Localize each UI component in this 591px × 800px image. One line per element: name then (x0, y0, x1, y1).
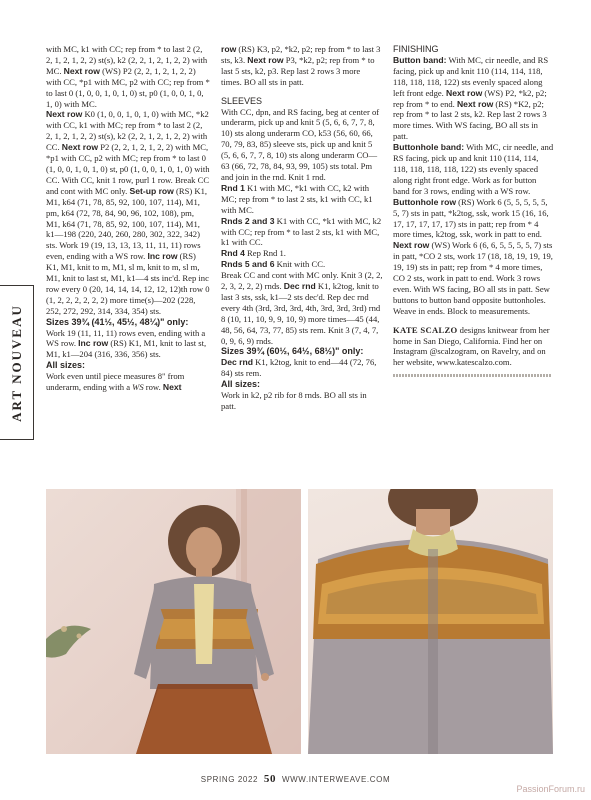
section-heading-finishing: FINISHING (393, 44, 439, 54)
paragraph: with MC, k1 with CC; rep from * to last 2 (2, 2, 1, 2, 1, 2, 2) st(s), k2 (2, 2, 1, 2, 1, 2, 2) with MC. Next row (WS) P2 (2, 2, 1, 2, 1, 2, 2) with CC, *p1 with MC, p2 with CC; rep from * to last 0 (1, 0, 0, 1, 0, 1, 0) st, p0 (1, 0, 0, 1, 0, 1, 0) with MC. (46, 44, 210, 109)
paragraph: Rnds 2 and 3 K1 with CC, *k1 with MC, k2 with CC; rep from * to last 2 sts, k1 with MC, k1 with CC. (221, 215, 382, 248)
dotted-rule (393, 374, 551, 377)
section-heading-sleeves: SLEEVES (221, 95, 263, 106)
paragraph: Break CC and cont with MC only. Knit 3 (2, 2, 2, 3, 2, 2, 2) rnds. Dec rnd K1, k2tog, knit to last 3 sts, ssk, k1—2 sts dec'd. Rep dec rnd every 4th (3rd, 3rd, 3rd, 4th, 3rd, 3rd, 3rd) rnd 8 (10, 11, 10, 9, 9, 10, 9) more times—45 (44, 48, 56, 64, 73, 77, 85) sts rem. Knit 3 (7, 4, 7, 0, 9, 6, 9) rnds. (221, 270, 383, 346)
subheading: All sizes: (46, 360, 86, 371)
designer-bio: KATE SCALZO designs knitwear from her home in San Diego, California. Find her on Instagram @scalzogram, on Ravelry, and on her website, www.katescalzo.com. (393, 324, 550, 368)
text-column-1 (46, 44, 210, 393)
paragraph: Button band: With MC, cir needle, and RS facing, pick up and knit 110 (114, 114, 118, 118, 118, 118, 122) sts evenly spaced along left front edge. Next row (WS) P2, *k2, p2; rep from * to end. Next row (RS) *K2, p2; rep from * to last 2 sts, k2. Rep last 2 rows 3 more times. With WS facing, BO all sts in patt. (393, 54, 549, 142)
paragraph: Work 19 (11, 11, 11) rows even, ending with a WS row. Inc row (RS) K1, M1, knit to last st, M1, k1—204 (316, 336, 356) sts. (46, 327, 207, 360)
subheading: All sizes: (221, 379, 261, 390)
page-footer (0, 773, 591, 785)
section-tab-label: ART NOUVEAU (8, 303, 24, 422)
paragraph: Work even until piece measures 8" from underarm, ending with a WS row. Next (46, 371, 185, 393)
section-tab (0, 285, 34, 440)
paragraph: Buttonhole band: With MC, cir needle, and RS facing, pick up and knit 110 (114, 114, 118, 118, 118, 118, 122) sts evenly spaced along right front edge. Work as for button band for 3 rows, ending with a WS row. Buttonhole row (RS) Work 6 (5, 5, 5, 5, 5, 5, 7) sts in patt, *k2tog, ssk, work 15 (16, 16, 17, 17, 17, 17, 17) sts in patt; rep from * 4 more times, k2tog, ssk, work in patt to end. Next row (WS) Work 6 (6, 6, 5, 5, 5, 5, 7) sts in patt, *CO 2 sts, work 17 (18, 18, 19, 19, 19, 19, 19) sts in patt; rep from * 4 more times, CO 2 sts, work in patt to end. Work 3 rows even. With WS facing, BO all sts in patt. Sew buttons to button band opposite buttonholes. Weave in ends. Block to measurements. (393, 142, 554, 316)
text-column-3 (393, 44, 555, 377)
paragraph: Rnds 5 and 6 Knit with CC. (221, 259, 326, 270)
paragraph: Next row K0 (1, 0, 0, 1, 0, 1, 0) with MC, *k2 with CC, k1 with MC; rep from * to last 2 (2, 2, 1, 2, 1, 2, 2) st(s), k2 (2, 2, 1, 2, 1, 2, 2) with CC. Next row P2 (2, 2, 1, 2, 1, 2, 2) with MC, *p1 with CC, p2 with MC; rep from * to last 0 (1, 0, 0, 1, 0, 1, 0) st, p0 (1, 0, 0, 1, 0, 1, 0) with CC. With CC, knit 1 row, purl 1 row. Break CC and cont with MC only. Set-up row (RS) K1, M1, k64 (71, 78, 85, 92, 100, 107, 114), M1, pm, k64 (72, 78, 84, 90, 96, 102, 108), pm, M1, k64 (71, 78, 85, 92, 100, 107, 114), M1, k1—198 (220, 240, 260, 280, 302, 322, 342) sts. Work 19 (19, 13, 13, 13, 11, 11, 11) rows even, ending with a WS row. Inc row (RS) K1, M1, knit to m, M1, sl m, knit to m, sl m, M1, knit to last st, M1, k1—4 sts inc'd. Rep inc row every 0 (20, 14, 14, 14, 12, 12, 12)th row 0 (1, 2, 2, 2, 2, 2, 2) more time(s)—202 (228, 252, 272, 292, 314, 334, 354) sts. (46, 109, 210, 316)
photo-model-full (46, 489, 301, 754)
photo-model-full-illustration (46, 489, 301, 754)
page-number: 50 (263, 773, 277, 785)
photo-yoke-detail (308, 489, 553, 754)
text-column-2 (221, 44, 383, 412)
subheading: Sizes 39¾ (41½, 45½, 48¼)" only: (46, 316, 189, 327)
paragraph: row (RS) K3, p2, *k2, p2; rep from * to last 3 sts, k3. Next row P3, *k2, p2; rep from * to last 5 sts, k2, p3. Rep last 2 rows 3 more times. BO all sts in patt. (221, 44, 381, 87)
paragraph: Rnd 4 Rep Rnd 1. (221, 248, 286, 259)
footer-website: WWW.INTERWEAVE.COM (281, 775, 391, 784)
footer-issue: SPRING 2022 (200, 775, 259, 784)
watermark: PassionForum.ru (516, 784, 585, 794)
subheading: Sizes 39¾ (60½, 64½, 68½)" only: (221, 346, 364, 357)
paragraph: With CC, dpn, and RS facing, beg at center of underarm, pick up and knit 5 (5, 6, 6, 7, 7, 8, 10) sts along underarm CO, k53 (56, 60, 66, 70, 79, 83, 85) sleeve sts, pick up and knit 5 (5, 6, 6, 7, 7, 8, 10) sts along underarm CO—63 (66, 72, 78, 84, 93, 99, 105) sts total. Pm and join in the rnd. Knit 1 rnd. (221, 106, 380, 182)
paragraph: Rnd 1 K1 with MC, *k1 with CC, k2 with MC; rep from * to last 2 sts, k1 with CC, k1 with MC. (221, 182, 373, 215)
paragraph: Work in k2, p2 rib for 8 rnds. BO all sts in patt. (221, 390, 367, 411)
photo-yoke-detail-illustration (308, 489, 553, 754)
designer-name: KATE SCALZO (393, 324, 458, 335)
paragraph: Dec rnd K1, k2tog, knit to end—44 (72, 76, 84) sts rem. (221, 357, 377, 379)
